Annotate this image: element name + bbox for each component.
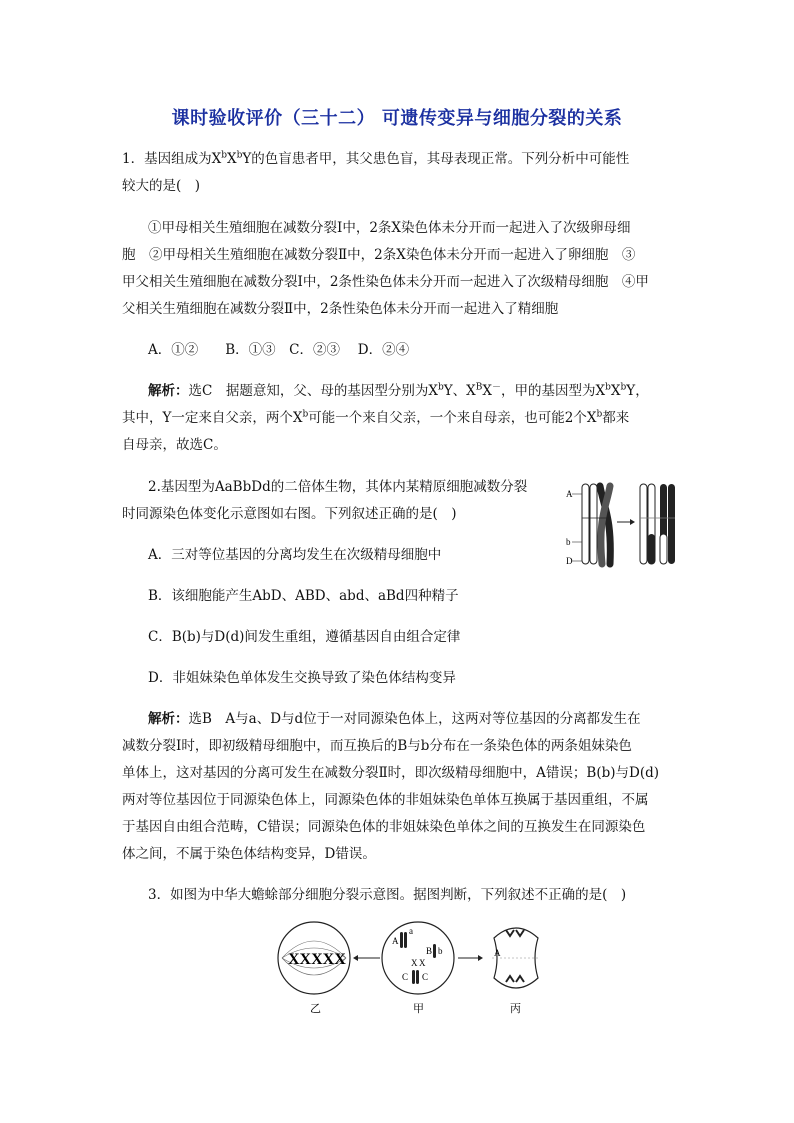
q1-stem-line2: 较大的是( ) [122, 178, 201, 194]
q1-answer-line2: 其中，Y一定来自父亲，两个$X^b$可能一个来自父亲，一个来自母亲，也可能2个$X^b$都来 [122, 409, 630, 426]
cell-jia [382, 922, 454, 994]
cell-yi [278, 922, 350, 994]
q2-stem-line2: 时同源染色体变化示意图如右图。下列叙述正确的是( ) [122, 506, 457, 522]
q2-answer-line2: 减数分裂Ⅰ时，即初级精母细胞中，而互换后的B与b分布在一条染色体的两条姐妹染色 [122, 738, 632, 754]
arrow-to-bing-icon [458, 955, 483, 961]
q1-choices: A．①② B．①③ C．②③ D．②④ [148, 342, 410, 358]
q1-option-line3: 甲父相关生殖细胞在减数分裂Ⅰ中，2条性染色体未分开而一起进入了次级精母细胞 ④甲 [122, 274, 649, 290]
q1-answer-line1: 解析：选C 据题意知，父、母的基因型分别为$X^bY$、$X^BX^-$，甲的基因型为$X^bX^bY$， [148, 382, 649, 399]
fig-label-b: b [566, 537, 571, 547]
svg-text:C: C [422, 972, 429, 982]
q1-option-line4: 父相关生殖细胞在减数分裂Ⅱ中，2条性染色体未分开而一起进入了精细胞 [122, 301, 559, 317]
q2-option-b: B．该细胞能产生AbD、ABD、abd、aBd四种精子 [148, 588, 459, 604]
svg-text:a: a [409, 926, 413, 936]
svg-text:C: C [402, 972, 409, 982]
q1-option-line1: ①甲母相关生殖细胞在减数分裂Ⅰ中，2条X染色体未分开而一起进入了次级卵母细 [148, 220, 631, 236]
q3-stem: 3．如图为中华大蟾蜍部分细胞分裂示意图。据图判断，下列叙述不正确的是( ) [148, 887, 627, 903]
q2-answer-line3: 单体上，这对基因的分离可发生在减数分裂Ⅱ时，即次级精母细胞中，A错误；B(b)与D(d) [122, 765, 660, 781]
q2-answer-line1: 解析：选B A与a、D与d位于一对同源染色体上，这两对等位基因的分离都发生在 [148, 711, 641, 727]
q1-answer-line3: 自母亲，故选C。 [122, 437, 227, 453]
q1-option-line2: 胞 ②甲母相关生殖细胞在减数分裂Ⅱ中，2条X染色体未分开而一起进入了卵细胞 ③ [122, 247, 636, 263]
svg-text:A: A [392, 936, 399, 946]
q3-cell-division-figure [276, 918, 546, 1018]
fig-label-D: D [566, 556, 573, 566]
svg-text:b: b [438, 946, 443, 956]
q2-option-c: C．B(b)与D(d)间发生重组，遵循基因自由组合定律 [148, 629, 461, 645]
svg-text:B: B [426, 946, 433, 956]
q2-option-d: D．非姐妹染色单体发生交换导致了染色体结构变异 [148, 670, 456, 686]
q2-stem-line1: 2.基因型为AaBbDd的二倍体生物，其体内某精原细胞减数分裂 [148, 479, 528, 495]
label-yi: 乙 [310, 1002, 321, 1015]
q1-stem-line1: 1．基因组成为$X^bX^bY$的色盲患者甲，其父患色盲，其母表现正常。下列分析中可能性 [122, 150, 630, 167]
svg-text:X: X [419, 958, 426, 968]
q2-answer-line4: 两对等位基因位于同源染色体上，同源染色体的非姐妹染色单体互换属于基因重组，不属 [122, 792, 649, 808]
process-arrow-icon [617, 519, 635, 525]
chromosome-pair-after [640, 484, 675, 564]
svg-text:X: X [411, 958, 418, 968]
svg-text:XXXXX: XXXXX [288, 951, 346, 968]
fig-label-A: A [566, 489, 573, 499]
cell-bing [492, 928, 540, 988]
label-jia: 甲 [413, 1002, 424, 1015]
q2-answer-line5: 于基因自由组合范畴，C错误；同源染色体的非姐妹染色单体之间的互换发生在同源染色 [122, 819, 646, 835]
q2-chromosome-figure [560, 478, 685, 570]
label-bing: 丙 [510, 1002, 521, 1015]
chromosome-pair-before [582, 484, 610, 564]
q2-option-a: A．三对等位基因的分离均发生在次级精母细胞中 [148, 547, 442, 563]
svg-text:A: A [494, 948, 501, 958]
q2-answer-line6: 体之间，不属于染色体结构变异，D错误。 [122, 846, 376, 862]
arrow-to-yi-icon [353, 955, 380, 961]
page-title: 课时验收评价（三十二） 可遗传变异与细胞分裂的关系 [171, 108, 623, 129]
